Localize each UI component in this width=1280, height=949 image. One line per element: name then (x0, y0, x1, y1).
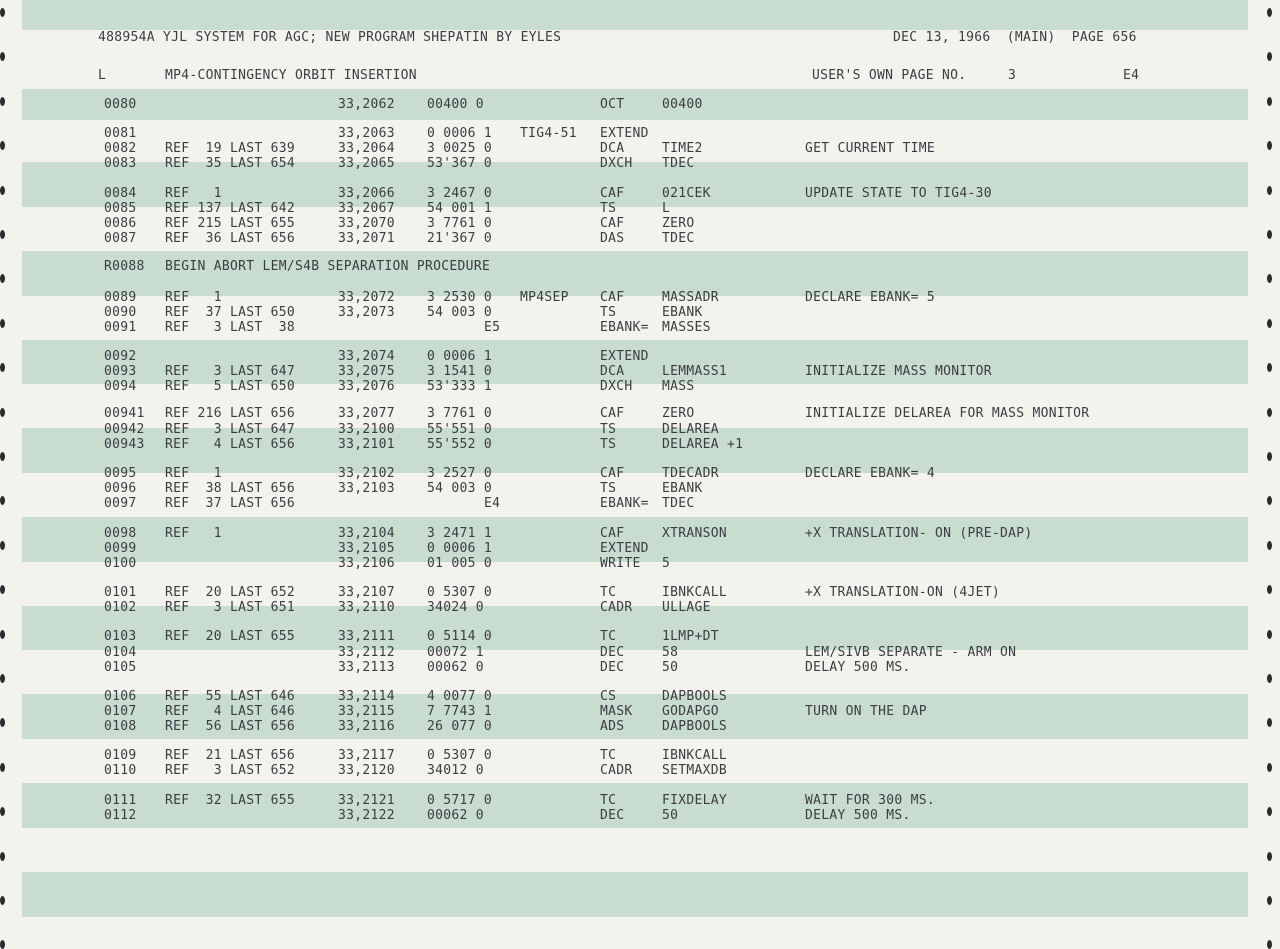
line-number: 0090 (104, 305, 137, 320)
opcode: TS (600, 422, 617, 437)
address: 33,2113 (338, 660, 395, 675)
comment: DELAY 500 MS. (805, 660, 911, 675)
address: 33,2071 (338, 231, 395, 246)
octal-code: 0 5307 0 (427, 585, 493, 600)
tractor-hole (1267, 230, 1272, 239)
date-info: DEC 13, 1966 (MAIN) PAGE 656 (893, 30, 1137, 45)
octal-code: 3 0025 0 (427, 141, 493, 156)
octal-code: 0 5717 0 (427, 793, 493, 808)
user-page-number: 3 (1008, 68, 1017, 83)
address: 33,2103 (338, 481, 395, 496)
line-number: 00943 (104, 437, 145, 452)
operand: DELAREA (662, 422, 719, 437)
octal-code: 34012 0 (427, 763, 484, 778)
operand: FIXDELAY (662, 793, 728, 808)
tractor-hole (0, 585, 5, 594)
line-number: 0096 (104, 481, 137, 496)
operand: GODAPGO (662, 704, 719, 719)
comment: TURN ON THE DAP (805, 704, 927, 719)
opcode: DEC (600, 808, 625, 823)
line-number: 0081 (104, 126, 137, 141)
octal-code: 7 7743 1 (427, 704, 493, 719)
tractor-hole (0, 141, 5, 150)
line-number: 0109 (104, 748, 137, 763)
tractor-hole (1267, 274, 1272, 283)
reference: REF 38 LAST 656 (165, 481, 296, 496)
line-number: 0087 (104, 231, 137, 246)
operand: MASS (662, 379, 695, 394)
address: 33,2067 (338, 201, 395, 216)
tractor-hole (1267, 585, 1272, 594)
operand: 50 (662, 808, 679, 823)
reference: REF 1 (165, 186, 222, 201)
octal-code: 3 7761 0 (427, 216, 493, 231)
reference: REF 21 LAST 656 (165, 748, 296, 763)
operand: EBANK (662, 305, 703, 320)
address: 33,2072 (338, 290, 395, 305)
opcode: TS (600, 305, 617, 320)
operand: MASSES (662, 320, 711, 335)
tractor-hole (0, 452, 5, 461)
tractor-hole (1267, 186, 1272, 195)
tractor-hole (0, 363, 5, 372)
address: 33,2066 (338, 186, 395, 201)
comment: DELAY 500 MS. (805, 808, 911, 823)
address: 33,2112 (338, 645, 395, 660)
line-number: 00942 (104, 422, 145, 437)
address: 33,2074 (338, 349, 395, 364)
operand: XTRANSON (662, 526, 728, 541)
line-number: 0110 (104, 763, 137, 778)
reference: REF 37 LAST 656 (165, 496, 296, 511)
octal-code: 0 0006 1 (427, 541, 493, 556)
octal-code: 55'552 0 (427, 437, 493, 452)
octal-code: 54 003 0 (427, 481, 493, 496)
address: 33,2063 (338, 126, 395, 141)
address: 33,2115 (338, 704, 395, 719)
line-number: 0095 (104, 466, 137, 481)
tractor-hole (1267, 896, 1272, 905)
line-number: 0085 (104, 201, 137, 216)
operand: EBANK (662, 481, 703, 496)
line-number: 0093 (104, 364, 137, 379)
comment: WAIT FOR 300 MS. (805, 793, 936, 808)
address: 33,2114 (338, 689, 395, 704)
line-number: 0098 (104, 526, 137, 541)
comment: INITIALIZE DELAREA FOR MASS MONITOR (805, 406, 1090, 421)
opcode: DCA (600, 141, 625, 156)
line-number: 0099 (104, 541, 137, 556)
line-number: 0094 (104, 379, 137, 394)
opcode: CS (600, 689, 617, 704)
octal-code: E4 (484, 496, 501, 511)
octal-code: 53'333 1 (427, 379, 493, 394)
tractor-hole (1267, 630, 1272, 639)
reference: REF 216 LAST 656 (165, 406, 296, 421)
reference: REF 215 LAST 655 (165, 216, 296, 231)
reference: REF 32 LAST 655 (165, 793, 296, 808)
octal-code: 01 005 0 (427, 556, 493, 571)
user-page-label: USER'S OWN PAGE NO. (812, 68, 967, 83)
tractor-feed-right (1260, 0, 1280, 948)
tractor-hole (0, 807, 5, 816)
reference: REF 35 LAST 654 (165, 156, 296, 171)
opcode: DCA (600, 364, 625, 379)
comment: DECLARE EBANK= 5 (805, 290, 936, 305)
comment: GET CURRENT TIME (805, 141, 936, 156)
reference: REF 19 LAST 639 (165, 141, 296, 156)
octal-code: 4 0077 0 (427, 689, 493, 704)
reference: REF 4 LAST 646 (165, 704, 296, 719)
address: 33,2104 (338, 526, 395, 541)
tractor-hole (0, 319, 5, 328)
opcode: MASK (600, 704, 633, 719)
label: TIG4-51 (520, 126, 577, 141)
tractor-hole (1267, 52, 1272, 61)
section-letter: L (98, 68, 107, 83)
reference: REF 137 LAST 642 (165, 201, 296, 216)
address: 33,2105 (338, 541, 395, 556)
line-number: 0089 (104, 290, 137, 305)
opcode: CADR (600, 763, 633, 778)
octal-code: 54 003 0 (427, 305, 493, 320)
line-number: 0102 (104, 600, 137, 615)
operand: DAPBOOLS (662, 719, 728, 734)
opcode: CADR (600, 600, 633, 615)
operand: 1LMP+DT (662, 629, 719, 644)
reference: REF 56 LAST 656 (165, 719, 296, 734)
operand: TDEC (662, 156, 695, 171)
line-number: 0082 (104, 141, 137, 156)
line-number: 0101 (104, 585, 137, 600)
comment: UPDATE STATE TO TIG4-30 (805, 186, 992, 201)
line-number: 0104 (104, 645, 137, 660)
address: 33,2116 (338, 719, 395, 734)
octal-code: 3 2467 0 (427, 186, 493, 201)
reference: REF 3 LAST 647 (165, 364, 296, 379)
reference: REF 4 LAST 656 (165, 437, 296, 452)
line-number: 0112 (104, 808, 137, 823)
octal-code: 00062 0 (427, 660, 484, 675)
opcode: WRITE (600, 556, 641, 571)
tractor-hole (1267, 141, 1272, 150)
octal-code: E5 (484, 320, 501, 335)
operand: 58 (662, 645, 679, 660)
label: MP4SEP (520, 290, 569, 305)
job-title: 488954A YJL SYSTEM FOR AGC; NEW PROGRAM SHEPATIN BY EYLES (98, 30, 562, 45)
tractor-hole (0, 186, 5, 195)
greenbar-band (22, 0, 1248, 30)
reference: BEGIN ABORT LEM/S4B SEPARATION PROCEDURE (165, 259, 491, 274)
octal-code: 3 2530 0 (427, 290, 493, 305)
tractor-hole (0, 852, 5, 861)
tractor-hole (1267, 763, 1272, 772)
line-number: R0088 (104, 259, 145, 274)
octal-code: 3 7761 0 (427, 406, 493, 421)
tractor-hole (0, 630, 5, 639)
line-number: 0084 (104, 186, 137, 201)
line-number: 0086 (104, 216, 137, 231)
reference: REF 1 (165, 526, 222, 541)
operand: MASSADR (662, 290, 719, 305)
address: 33,2062 (338, 97, 395, 112)
operand: 00400 (662, 97, 703, 112)
octal-code: 21'367 0 (427, 231, 493, 246)
address: 33,2121 (338, 793, 395, 808)
opcode: EBANK= (600, 320, 649, 335)
address: 33,2122 (338, 808, 395, 823)
opcode: ADS (600, 719, 625, 734)
address: 33,2070 (338, 216, 395, 231)
operand: SETMAXDB (662, 763, 728, 778)
opcode: TC (600, 585, 617, 600)
tractor-hole (0, 8, 5, 17)
opcode: TS (600, 481, 617, 496)
opcode: DEC (600, 660, 625, 675)
tractor-hole (0, 52, 5, 61)
operand: L (662, 201, 671, 216)
address: 33,2064 (338, 141, 395, 156)
operand: ULLAGE (662, 600, 711, 615)
address: 33,2077 (338, 406, 395, 421)
reference: REF 36 LAST 656 (165, 231, 296, 246)
opcode: EBANK= (600, 496, 649, 511)
tractor-hole (1267, 674, 1272, 683)
line-number: 0080 (104, 97, 137, 112)
octal-code: 26 077 0 (427, 719, 493, 734)
tractor-hole (1267, 8, 1272, 17)
comment: LEM/SIVB SEPARATE - ARM ON (805, 645, 1017, 660)
octal-code: 34024 0 (427, 600, 484, 615)
line-number: 0108 (104, 719, 137, 734)
opcode: CAF (600, 216, 625, 231)
line-number: 0107 (104, 704, 137, 719)
octal-code: 3 2527 0 (427, 466, 493, 481)
line-number: 0092 (104, 349, 137, 364)
tractor-hole (0, 541, 5, 550)
operand: TDEC (662, 231, 695, 246)
opcode: DEC (600, 645, 625, 660)
line-number: 0097 (104, 496, 137, 511)
line-number: 00941 (104, 406, 145, 421)
address: 33,2117 (338, 748, 395, 763)
reference: REF 20 LAST 652 (165, 585, 296, 600)
reference: REF 1 (165, 290, 222, 305)
opcode: EXTEND (600, 349, 649, 364)
address: 33,2102 (338, 466, 395, 481)
opcode: DXCH (600, 379, 633, 394)
operand: LEMMASS1 (662, 364, 728, 379)
reference: REF 5 LAST 650 (165, 379, 296, 394)
tractor-hole (1267, 408, 1272, 417)
octal-code: 0 5307 0 (427, 748, 493, 763)
opcode: CAF (600, 186, 625, 201)
address: 33,2073 (338, 305, 395, 320)
line-number: 0111 (104, 793, 137, 808)
reference: REF 3 LAST 38 (165, 320, 296, 335)
octal-code: 53'367 0 (427, 156, 493, 171)
operand: TDECADR (662, 466, 719, 481)
bank-tag: E4 (1123, 68, 1140, 83)
tractor-hole (1267, 807, 1272, 816)
opcode: TS (600, 437, 617, 452)
address: 33,2107 (338, 585, 395, 600)
operand: 5 (662, 556, 671, 571)
operand: IBNKCALL (662, 748, 728, 763)
line-number: 0105 (104, 660, 137, 675)
address: 33,2111 (338, 629, 395, 644)
reference: REF 3 LAST 652 (165, 763, 296, 778)
octal-code: 00072 1 (427, 645, 484, 660)
opcode: CAF (600, 406, 625, 421)
operand: 021CEK (662, 186, 711, 201)
opcode: TC (600, 748, 617, 763)
tractor-hole (0, 274, 5, 283)
tractor-feed-left (0, 0, 20, 948)
comment: +X TRANSLATION- ON (PRE-DAP) (805, 526, 1033, 541)
opcode: CAF (600, 466, 625, 481)
line-number: 0103 (104, 629, 137, 644)
opcode: TC (600, 629, 617, 644)
tractor-hole (0, 97, 5, 106)
tractor-hole (1267, 496, 1272, 505)
opcode: DAS (600, 231, 625, 246)
address: 33,2101 (338, 437, 395, 452)
reference: REF 37 LAST 650 (165, 305, 296, 320)
operand: ZERO (662, 406, 695, 421)
tractor-hole (1267, 452, 1272, 461)
operand: TDEC (662, 496, 695, 511)
operand: IBNKCALL (662, 585, 728, 600)
octal-code: 3 1541 0 (427, 364, 493, 379)
reference: REF 1 (165, 466, 222, 481)
address: 33,2100 (338, 422, 395, 437)
comment: +X TRANSLATION-ON (4JET) (805, 585, 1001, 600)
comment: INITIALIZE MASS MONITOR (805, 364, 992, 379)
operand: DELAREA +1 (662, 437, 744, 452)
tractor-hole (1267, 541, 1272, 550)
reference: REF 55 LAST 646 (165, 689, 296, 704)
address: 33,2076 (338, 379, 395, 394)
comment: DECLARE EBANK= 4 (805, 466, 936, 481)
octal-code: 0 0006 1 (427, 349, 493, 364)
address: 33,2110 (338, 600, 395, 615)
reference: REF 20 LAST 655 (165, 629, 296, 644)
line-number: 0106 (104, 689, 137, 704)
opcode: CAF (600, 526, 625, 541)
operand: ZERO (662, 216, 695, 231)
octal-code: 54 001 1 (427, 201, 493, 216)
octal-code: 0 5114 0 (427, 629, 493, 644)
tractor-hole (1267, 363, 1272, 372)
octal-code: 0 0006 1 (427, 126, 493, 141)
operand: 50 (662, 660, 679, 675)
opcode: OCT (600, 97, 625, 112)
address: 33,2106 (338, 556, 395, 571)
tractor-hole (0, 674, 5, 683)
line-number: 0091 (104, 320, 137, 335)
opcode: EXTEND (600, 126, 649, 141)
opcode: CAF (600, 290, 625, 305)
tractor-hole (1267, 852, 1272, 861)
greenbar-band (22, 89, 1248, 120)
tractor-hole (0, 230, 5, 239)
opcode: EXTEND (600, 541, 649, 556)
octal-code: 55'551 0 (427, 422, 493, 437)
tractor-hole (0, 408, 5, 417)
line-number: 0100 (104, 556, 137, 571)
opcode: TC (600, 793, 617, 808)
tractor-hole (0, 763, 5, 772)
tractor-hole (0, 496, 5, 505)
octal-code: 3 2471 1 (427, 526, 493, 541)
operand: TIME2 (662, 141, 703, 156)
octal-code: 00062 0 (427, 808, 484, 823)
reference: REF 3 LAST 647 (165, 422, 296, 437)
octal-code: 00400 0 (427, 97, 484, 112)
line-number: 0083 (104, 156, 137, 171)
reference: REF 3 LAST 651 (165, 600, 296, 615)
operand: DAPBOOLS (662, 689, 728, 704)
address: 33,2065 (338, 156, 395, 171)
greenbar-band (22, 872, 1248, 917)
tractor-hole (0, 896, 5, 905)
tractor-hole (1267, 319, 1272, 328)
tractor-hole (0, 718, 5, 727)
address: 33,2075 (338, 364, 395, 379)
tractor-hole (1267, 718, 1272, 727)
address: 33,2120 (338, 763, 395, 778)
tractor-hole (1267, 97, 1272, 106)
opcode: TS (600, 201, 617, 216)
section-title: MP4-CONTINGENCY ORBIT INSERTION (165, 68, 417, 83)
opcode: DXCH (600, 156, 633, 171)
